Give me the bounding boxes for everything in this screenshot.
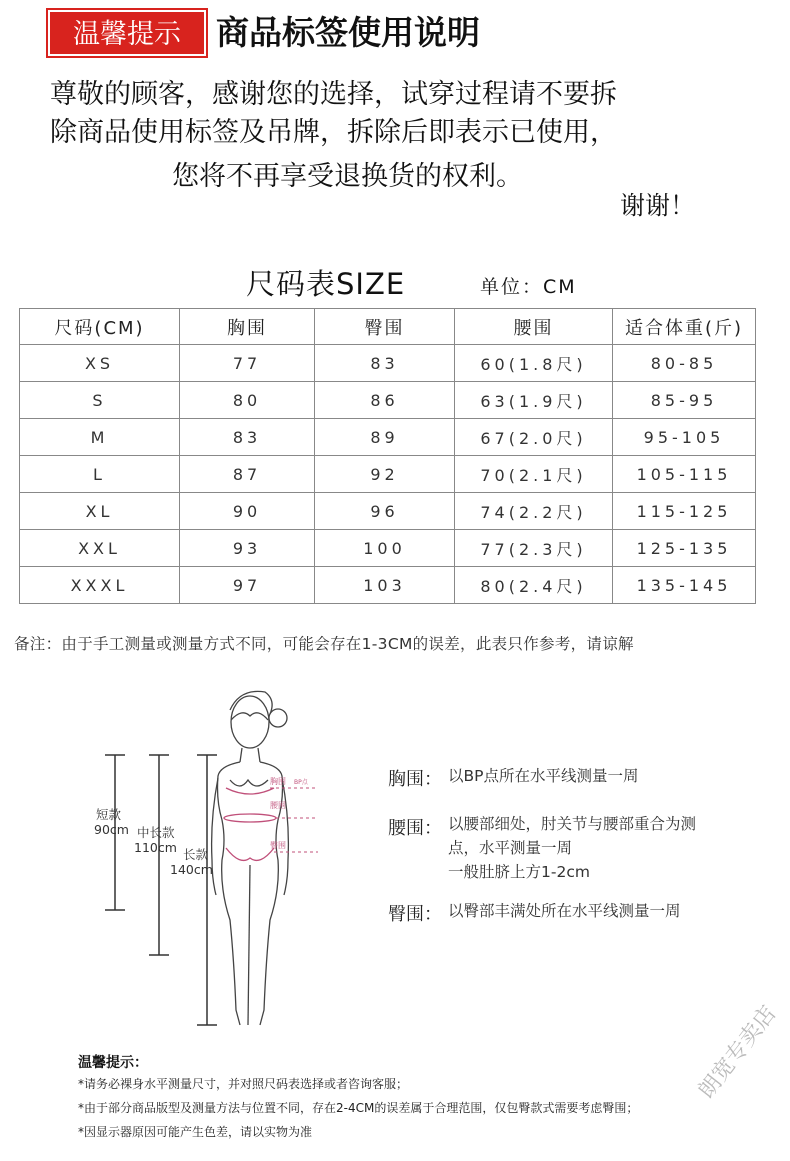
cell-waist: 77(2.3尺): [455, 530, 613, 567]
notice-line-1: 尊敬的顾客，感谢您的选择，试穿过程请不要拆: [50, 79, 617, 110]
cell-hip: 83: [315, 345, 455, 382]
header-size: 尺码(CM): [20, 309, 180, 345]
table-row: [20, 493, 756, 530]
cell-size: L: [20, 456, 180, 493]
size-table-title: 尺码表SIZE: [246, 267, 406, 301]
figure-label-bust: 胸围: [270, 777, 286, 786]
table-row: [20, 456, 756, 493]
cell-hip: 89: [315, 419, 455, 456]
bottom-tips-heading: 温馨提示：: [78, 1055, 148, 1071]
table-row: [20, 530, 756, 567]
body-figure-illustration: [90, 680, 340, 1030]
header-weight: 适合体重(斤): [613, 309, 756, 345]
waist-measure-label: 腰围：: [388, 818, 442, 839]
notice-thanks: 谢谢！: [620, 191, 696, 220]
size-table: [19, 308, 756, 604]
waist-measure-text-3: 一般肚脐上方1-2cm: [448, 863, 590, 881]
table-row: [20, 382, 756, 419]
bust-measure-label: 胸围：: [388, 769, 442, 790]
tip-item: *请务必裸身水平测量尺寸，并对照尺码表选择或者咨询客服；: [78, 1077, 409, 1091]
length-rulers: [105, 755, 217, 1025]
cell-hip: 103: [315, 567, 455, 604]
tip-item: *由于部分商品版型及测量方法与位置不同，存在2-4CM的误差属于合理范围，仅包臀款式需要考虑臀围；: [78, 1101, 639, 1115]
table-row: [20, 345, 756, 382]
cell-hip: 92: [315, 456, 455, 493]
mid-style-length: 110cm: [134, 840, 177, 855]
cell-size: M: [20, 419, 180, 456]
warm-tip-badge: 温馨提示: [48, 10, 206, 56]
cell-weight: 80-85: [613, 345, 756, 382]
cell-size: XXL: [20, 530, 180, 567]
cell-waist: 67(2.0尺): [455, 419, 613, 456]
cell-hip: 96: [315, 493, 455, 530]
tip-item: *因显示器原因可能产生色差，请以实物为准: [78, 1125, 313, 1139]
cell-size: XL: [20, 493, 180, 530]
cell-size: S: [20, 382, 180, 419]
cell-bust: 77: [180, 345, 315, 382]
notice-line-2: 除商品使用标签及吊牌，拆除后即表示已使用，: [50, 117, 617, 148]
long-style-name: 长款: [183, 847, 209, 862]
cell-waist: 70(2.1尺): [455, 456, 613, 493]
hip-measure-text: 以臀部丰满处所在水平线测量一周: [448, 902, 681, 920]
cell-hip: 86: [315, 382, 455, 419]
cell-weight: 125-135: [613, 530, 756, 567]
figure-label-waist: 腰围: [270, 801, 286, 810]
page-title: 商品标签使用说明: [216, 13, 480, 52]
cell-weight: 115-125: [613, 493, 756, 530]
cell-weight: 85-95: [613, 382, 756, 419]
cell-waist: 60(1.8尺): [455, 345, 613, 382]
cell-bust: 90: [180, 493, 315, 530]
mid-style-name: 中长款: [137, 825, 175, 840]
waist-measure-text-2: 点，水平测量一周: [448, 839, 573, 857]
long-style-length: 140cm: [170, 862, 213, 877]
cell-size: XS: [20, 345, 180, 382]
cell-weight: 95-105: [613, 419, 756, 456]
table-row: [20, 567, 756, 604]
cell-bust: 80: [180, 382, 315, 419]
header-hip: 臀围: [315, 309, 455, 345]
cell-bust: 83: [180, 419, 315, 456]
cell-size: XXXL: [20, 567, 180, 604]
cell-bust: 87: [180, 456, 315, 493]
cell-waist: 74(2.2尺): [455, 493, 613, 530]
store-watermark: 朗宽专卖店: [693, 1001, 782, 1104]
short-style-name: 短款: [96, 807, 122, 822]
header-waist: 腰围: [455, 309, 613, 345]
cell-waist: 80(2.4尺): [455, 567, 613, 604]
header-bust: 胸围: [180, 309, 315, 345]
size-table-header-row: [20, 309, 756, 345]
cell-bust: 93: [180, 530, 315, 567]
notice-line-3: 您将不再享受退换货的权利。: [172, 161, 523, 192]
short-style-length: 90cm: [94, 822, 129, 837]
waist-measure-text-1: 以腰部细处，肘关节与腰部重合为测: [448, 815, 697, 833]
bust-measure-text: 以BP点所在水平线测量一周: [448, 767, 639, 785]
woman-figure: [212, 691, 289, 1025]
cell-weight: 105-115: [613, 456, 756, 493]
figure-label-hip: 臀围: [270, 841, 286, 850]
cell-bust: 97: [180, 567, 315, 604]
table-row: [20, 419, 756, 456]
size-table-remark: 备注：由于手工测量或测量方式不同，可能会存在1-3CM的误差，此表只作参考，请谅解: [14, 635, 634, 653]
cell-weight: 135-145: [613, 567, 756, 604]
hip-measure-label: 臀围：: [388, 904, 442, 925]
size-table-unit: 单位：CM: [480, 276, 577, 298]
cell-waist: 63(1.9尺): [455, 382, 613, 419]
figure-label-bp: BP点: [294, 779, 308, 786]
cell-hip: 100: [315, 530, 455, 567]
